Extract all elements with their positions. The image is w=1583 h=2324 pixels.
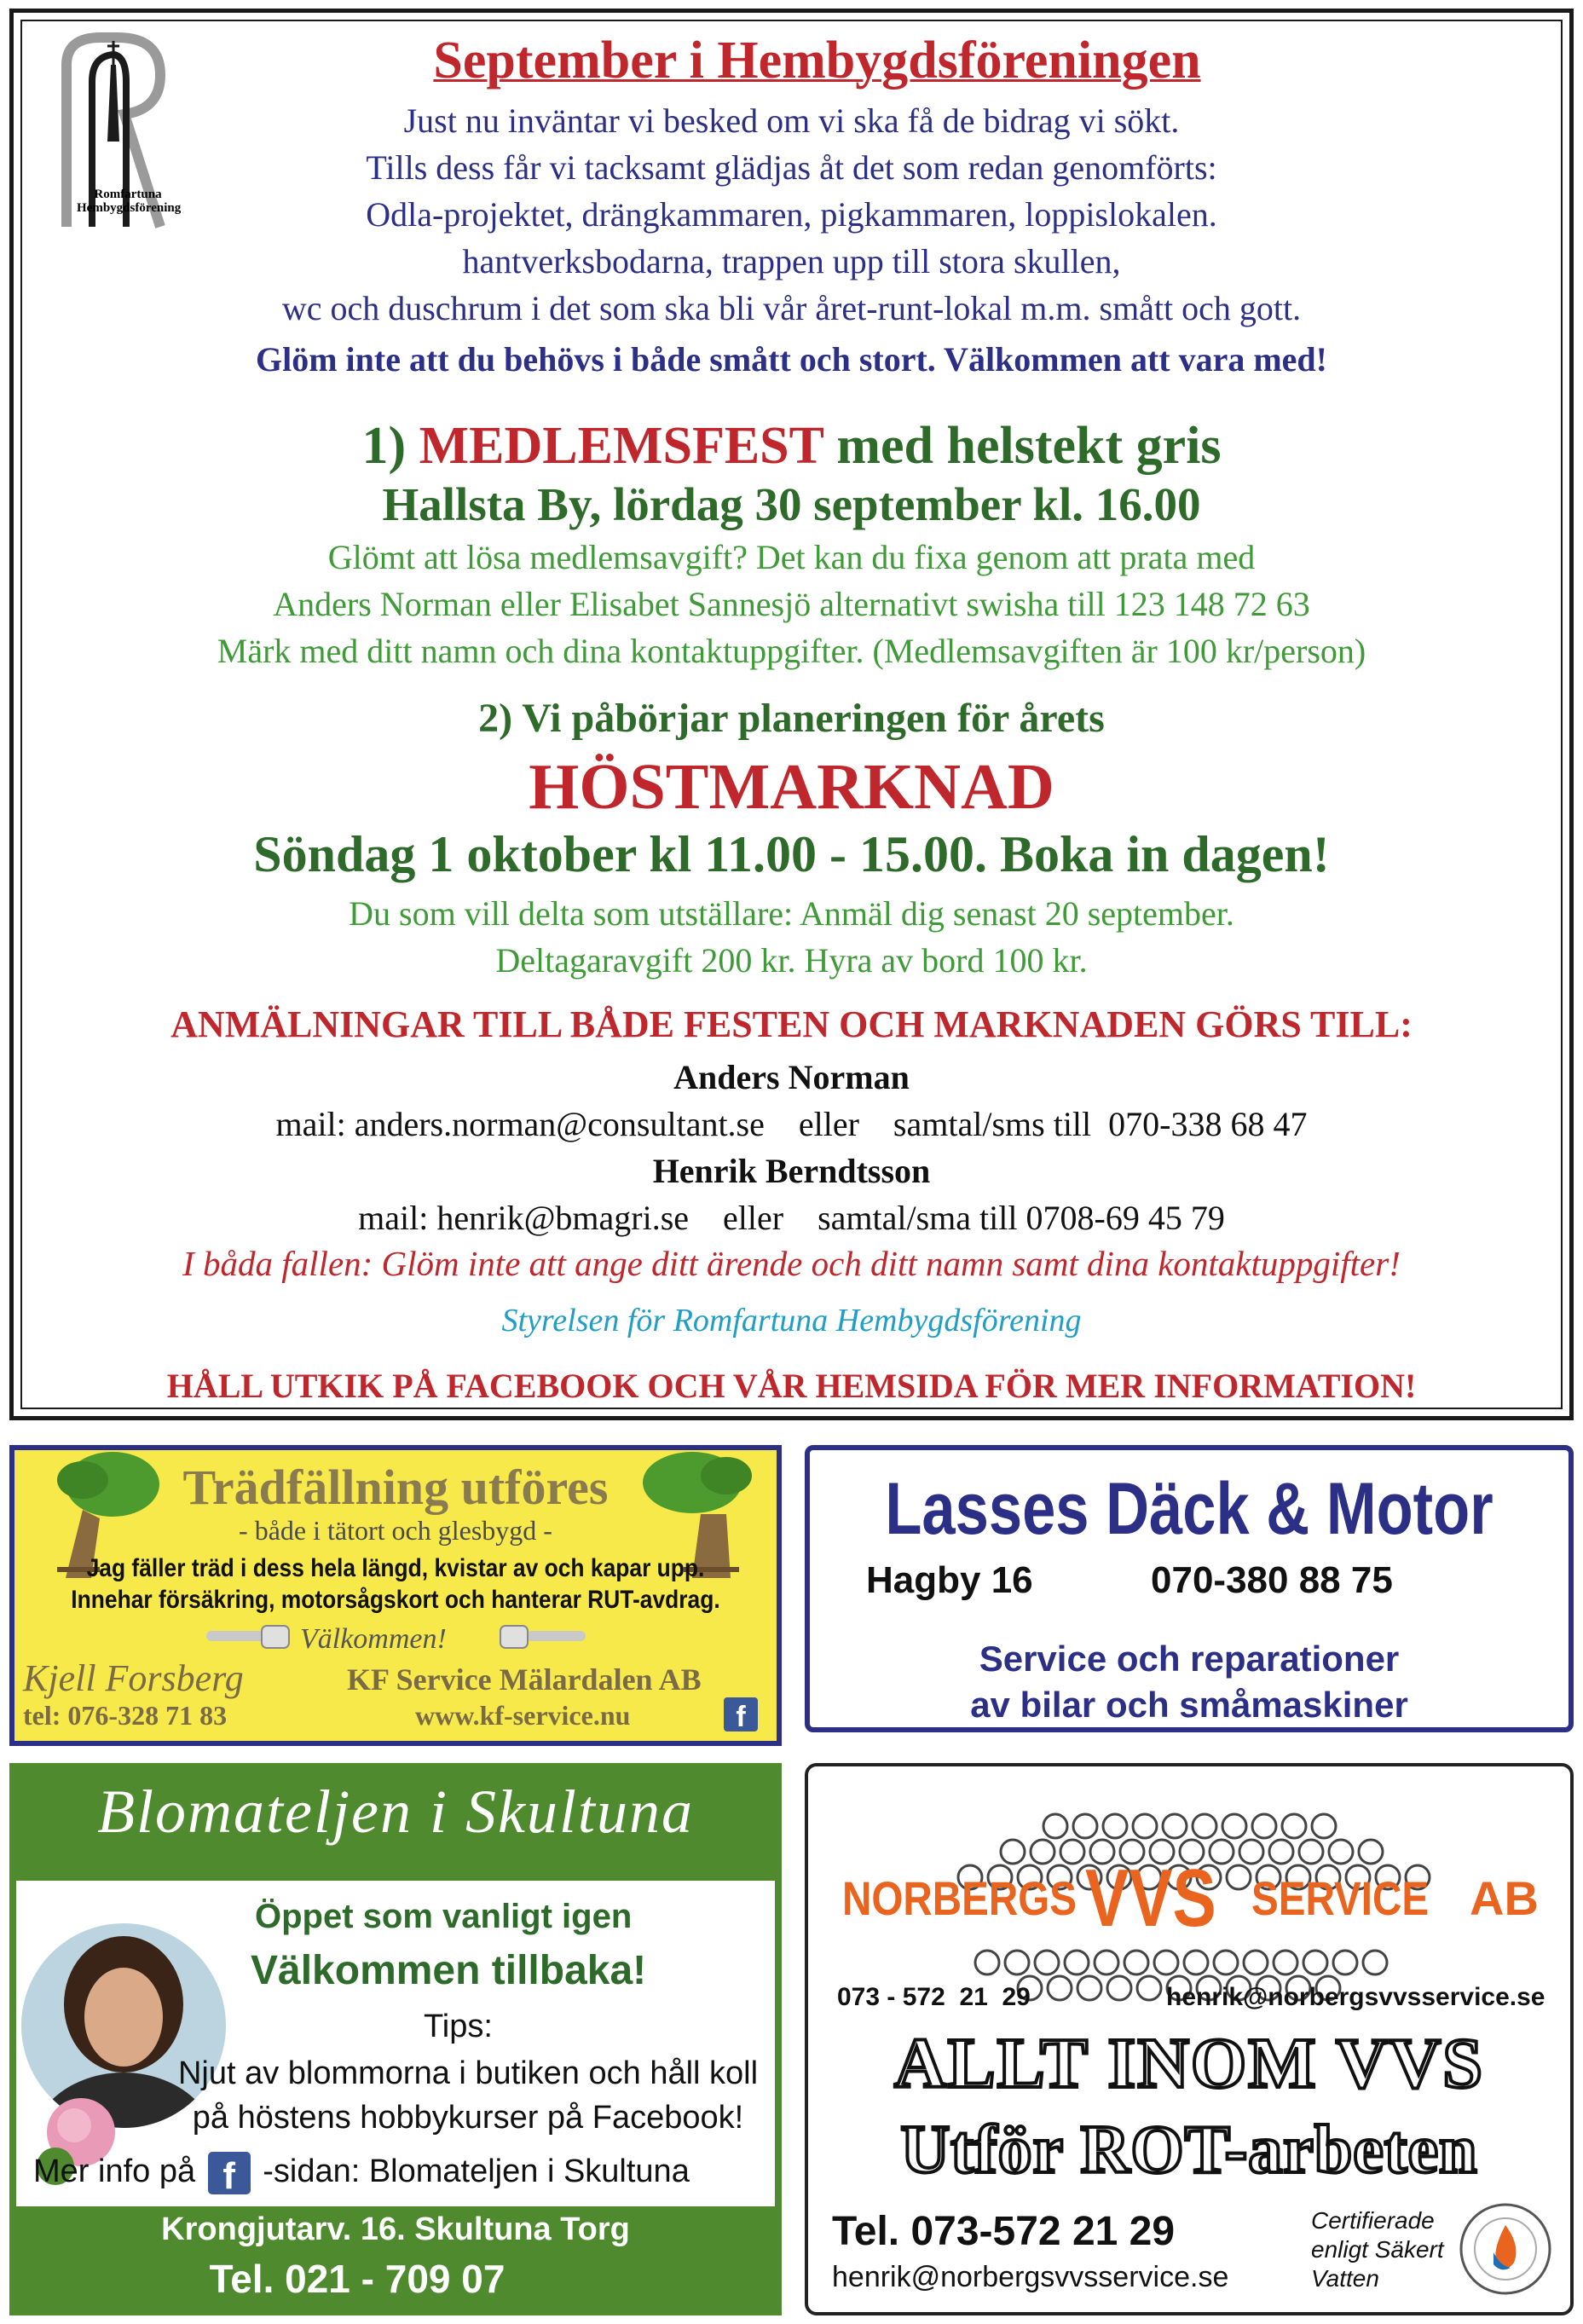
fest-line: Märk med ditt namn och dina kontaktuppgifter. (Medlemsavgiften är 100 kr/person) (217, 632, 1366, 670)
fest-line: Anders Norman eller Elisabet Sannesjö alternativt swisha till 123 148 72 63 (273, 585, 1310, 623)
norb-name-right: SERVICE (1251, 1871, 1430, 1925)
cert-line: enligt Säkert (1311, 2236, 1444, 2263)
certification-seal-icon (1458, 2201, 1553, 2297)
fest-line: Glömt att lösa medlemsavgift? Det kan du fixa genom att prata med (327, 538, 1256, 576)
ad-blomateljen (9, 1763, 782, 2315)
reminder: I båda fallen: Glöm inte att ange ditt ärende och ditt namn samt dina kontaktuppgifter! (182, 1244, 1401, 1283)
ad-lasses (805, 1445, 1574, 1732)
ad-norbergs (805, 1763, 1574, 2315)
chainsaw-left-icon (202, 1621, 296, 1655)
blom-welcome: Välkommen tillbaka! (251, 1948, 647, 1993)
intro-line: wc och duschrum i det som ska bli vår året-runt-lokal m.m. smått och gott. (281, 289, 1302, 327)
norb-email-small[interactable]: henrik@norbergsvvsservice.se (1166, 1983, 1545, 2011)
market-details (0, 890, 1583, 984)
trad-person: Kjell Forsberg (23, 1657, 244, 1699)
contact-name: Henrik Berndtsson (652, 1152, 931, 1190)
contacts (0, 1054, 1583, 1241)
norb-slogan-1: ALLT INOM VVS (893, 2024, 1484, 2103)
trad-welcome: Välkommen! (300, 1623, 447, 1655)
norb-phone-small[interactable]: 073 - 572 21 29 (837, 1983, 1031, 2011)
cert-line: Certifierade (1311, 2207, 1435, 2234)
signature: Styrelsen för Romfartuna Hembygdsförening (501, 1303, 1082, 1338)
norb-email-big[interactable]: henrik@norbergsvvsservice.se (832, 2261, 1229, 2293)
trad-company: KF Service Mälardalen AB (347, 1662, 702, 1697)
trad-web[interactable]: www.kf-service.nu (415, 1700, 631, 1731)
blom-tips-label: Tips: (424, 2009, 493, 2044)
lasses-line: Service och reparationer (979, 1639, 1400, 1679)
lasses-line: av bilar och småmaskiner (970, 1685, 1408, 1725)
market-line: Du som vill delta som utställare: Anmäl dig senast 20 september. (349, 894, 1234, 933)
chainsaw-right-icon (496, 1621, 590, 1655)
fest-headline-red: MEDLEMSFEST (419, 417, 823, 475)
norb-certification (1311, 2206, 1444, 2293)
fest-details (0, 534, 1583, 674)
facebook-icon[interactable]: f (724, 1697, 758, 1731)
notice-footer: HÅLL UTKIK PÅ FACEBOOK OCH VÅR HEMSIDA FÖR MER INFORMATION! (166, 1367, 1417, 1405)
intro-line: Odla-projektet, drängkammaren, pigkammaren, loppislokalen. (366, 195, 1217, 234)
market-headline: HÖSTMARKNAD (529, 751, 1054, 823)
trad-description (61, 1552, 731, 1616)
fest-number: 1) (361, 417, 407, 475)
trad-phone: tel: 076-328 71 83 (23, 1700, 228, 1731)
notice-title: September i Hembygdsföreningen (433, 32, 1201, 90)
blom-more-info (33, 2152, 690, 2197)
facebook-icon[interactable]: f (208, 2152, 251, 2194)
norb-name-ab: AB (1470, 1871, 1539, 1925)
notice-intro (0, 97, 1583, 332)
intro-line: Just nu inväntar vi besked om vi ska få de bidrag vi sökt. (403, 101, 1180, 140)
blom-address: Krongjutarv. 16. Skultuna Torg (161, 2211, 630, 2247)
blom-tips (153, 2051, 783, 2140)
fest-headline (0, 416, 1583, 477)
market-when: Söndag 1 oktober kl 11.00 - 15.00. Boka in dagen! (253, 826, 1330, 882)
blom-tips-line: Njut av blommorna i butiken och håll koll (177, 2055, 759, 2091)
lasses-services (810, 1636, 1569, 1728)
cert-line: Vatten (1311, 2265, 1379, 2292)
trad-line: Jag fäller träd i dess hela längd, kvistar av och kapar upp. (86, 1554, 705, 1582)
blom-open: Öppet som vanligt igen (255, 1898, 633, 1935)
registration-heading: ANMÄLNINGAR TILL BÅDE FESTEN OCH MARKNADEN GÖRS TILL: (170, 1003, 1413, 1045)
fest-when: Hallsta By, lördag 30 september kl. 16.00 (382, 478, 1201, 530)
contact-line: mail: henrik@bmagri.se eller samtal/sma till 0708-69 45 79 (358, 1199, 1225, 1237)
trad-line: Innehar försäkring, motorsågskort och hanterar RUT-avdrag. (71, 1586, 720, 1614)
norb-name-left: NORBERGS (842, 1871, 1077, 1925)
ad-tradfallning (9, 1445, 782, 1746)
market-line: Deltagaravgift 200 kr. Hyra av bord 100 kr. (495, 941, 1088, 980)
norb-slogan-2: Utför ROT-arbeten (900, 2113, 1478, 2188)
norb-name-mid: VVS (1085, 1853, 1216, 1944)
lasses-phone[interactable]: 070-380 88 75 (1151, 1559, 1393, 1601)
intro-line: hantverksbodarna, trappen upp till stora skullen, (462, 242, 1121, 280)
fest-headline-green: med helstekt gris (836, 417, 1222, 475)
contact-name: Anders Norman (673, 1058, 910, 1096)
blom-tips-line: på höstens hobbykurser på Facebook! (192, 2100, 744, 2136)
trad-subtitle: - både i tätort och glesbygd - (239, 1515, 552, 1546)
blom-phone[interactable]: Tel. 021 - 709 07 (209, 2257, 506, 2301)
logo-text-2: Hembygdsförening (77, 201, 182, 215)
contact-line: mail: anders.norman@consultant.se eller samtal/sms till 070-338 68 47 (275, 1105, 1308, 1143)
intro-line: Tills dess får vi tacksamt glädjas åt det som redan genomförts: (366, 148, 1217, 187)
intro-emphasis: Glöm inte att du behövs i både smått och stort. Välkommen att vara med! (256, 340, 1327, 379)
norb-phone-big[interactable]: Tel. 073-572 21 29 (832, 2209, 1176, 2254)
blom-title: Blomateljen i Skultuna (97, 1778, 694, 1846)
trad-title: Trädfällning utföres (182, 1460, 609, 1515)
blom-more-pre: Mer info på (33, 2153, 196, 2190)
logo-text-1: Romfartuna (94, 188, 162, 201)
lasses-address: Hagby 16 (866, 1559, 1033, 1601)
blom-more-post: -sidan: Blomateljen i Skultuna (263, 2153, 690, 2190)
market-intro: 2) Vi påbörjar planeringen för årets (478, 696, 1105, 741)
lasses-title: Lasses Däck & Motor (885, 1468, 1493, 1550)
